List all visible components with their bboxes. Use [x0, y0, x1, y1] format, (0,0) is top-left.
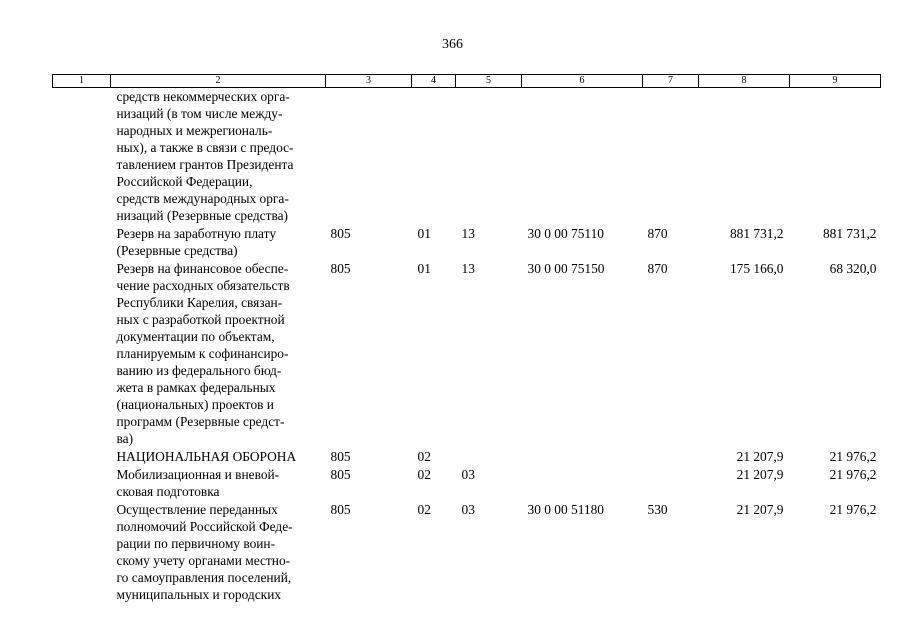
target-article-cell: 30 0 00 75150	[527, 261, 605, 276]
column-header: 8	[699, 75, 790, 88]
section-code-cell: 01	[417, 226, 431, 241]
column-header: 3	[326, 75, 412, 88]
row-number-cell	[53, 465, 111, 500]
item-name-cell: Резерв на заработную плату (Резервные средства)	[116, 226, 277, 258]
amount-year2-cell: 21 976,2	[829, 467, 877, 482]
ministry-code-cell	[326, 88, 412, 225]
item-name-cell: НАЦИОНАЛЬНАЯ ОБОРОНА	[116, 449, 297, 464]
item-name-cell: Мобилизационная и вневой- сковая подготовка	[116, 467, 280, 499]
item-name-cell: средств некоммерческих орга- низаций (в том числе между- народных и межрегиональ- ных), а также в связи с предос- тавлением грантов Президента Российской Федерации, средств международных орга- низаций (Резервные средства)	[116, 89, 294, 223]
expense-type-cell: 530	[647, 502, 668, 517]
ministry-code-cell: 805	[330, 502, 351, 517]
ministry-code-cell: 805	[330, 449, 351, 464]
section-code-cell: 01	[417, 261, 431, 276]
row-number-cell	[53, 88, 111, 225]
target-article-cell	[522, 447, 643, 465]
amount-year1-cell: 175 166,0	[729, 261, 784, 276]
section-code-cell: 02	[417, 467, 431, 482]
amount-year2-cell	[790, 88, 881, 225]
column-header: 9	[790, 75, 881, 88]
amount-year2-cell: 21 976,2	[829, 449, 877, 464]
column-header: 7	[643, 75, 699, 88]
target-article-cell: 30 0 00 51180	[527, 502, 604, 517]
subsection-code-cell	[456, 88, 522, 225]
table-row	[53, 88, 881, 225]
item-name-cell: Осуществление переданных полномочий Российской Феде- рации по первичному воин- скому учету органами местно- го самоуправления поселений, муниципальных и городских	[116, 502, 293, 602]
column-number-header	[53, 75, 881, 88]
table-row	[53, 447, 881, 465]
page-number: 366	[442, 37, 463, 52]
section-code-cell: 02	[417, 502, 431, 517]
column-header: 5	[456, 75, 522, 88]
expense-type-cell: 870	[647, 226, 668, 241]
section-code-cell: 02	[417, 449, 431, 464]
subsection-code-cell	[456, 447, 522, 465]
table-row	[53, 259, 881, 447]
row-number-cell	[53, 224, 111, 259]
ministry-code-cell: 805	[330, 261, 351, 276]
amount-year1-cell: 21 207,9	[736, 502, 784, 517]
subsection-code-cell: 13	[461, 226, 475, 241]
column-header: 2	[111, 75, 326, 88]
row-number-cell	[53, 447, 111, 465]
expense-type-cell	[643, 447, 699, 465]
amount-year1-cell	[699, 88, 790, 225]
table-body	[53, 88, 881, 604]
subsection-code-cell: 03	[461, 467, 475, 482]
subsection-code-cell: 03	[461, 502, 475, 517]
amount-year1-cell: 21 207,9	[736, 467, 784, 482]
table-row	[53, 500, 881, 603]
amount-year2-cell: 68 320,0	[829, 261, 877, 276]
column-header: 4	[412, 75, 456, 88]
column-header: 1	[53, 75, 111, 88]
target-article-cell	[522, 465, 643, 500]
ministry-code-cell: 805	[330, 467, 351, 482]
expense-type-cell: 870	[647, 261, 668, 276]
row-number-cell	[53, 500, 111, 603]
subsection-code-cell: 13	[461, 261, 475, 276]
table-row	[53, 465, 881, 500]
amount-year1-cell: 21 207,9	[736, 449, 784, 464]
section-code-cell	[412, 88, 456, 225]
amount-year2-cell: 881 731,2	[822, 226, 877, 241]
ministry-code-cell: 805	[330, 226, 351, 241]
expense-type-cell	[643, 88, 699, 225]
column-header: 6	[522, 75, 643, 88]
item-name-cell: Резерв на финансовое обеспе- чение расходных обязательств Республики Карелия, связан- ных с разработкой проектной документации по объектам, планируемым к софинансиро- ванию из федерального бюд- жета в рамках федеральных (национальных) проектов и программ (Резервные средст- ва)	[116, 261, 290, 446]
table-row	[53, 224, 881, 259]
expense-type-cell	[643, 465, 699, 500]
target-article-cell	[522, 88, 643, 225]
row-number-cell	[53, 259, 111, 447]
amount-year2-cell: 21 976,2	[829, 502, 877, 517]
budget-table	[52, 74, 881, 603]
target-article-cell: 30 0 00 75110	[527, 226, 604, 241]
amount-year1-cell: 881 731,2	[729, 226, 784, 241]
